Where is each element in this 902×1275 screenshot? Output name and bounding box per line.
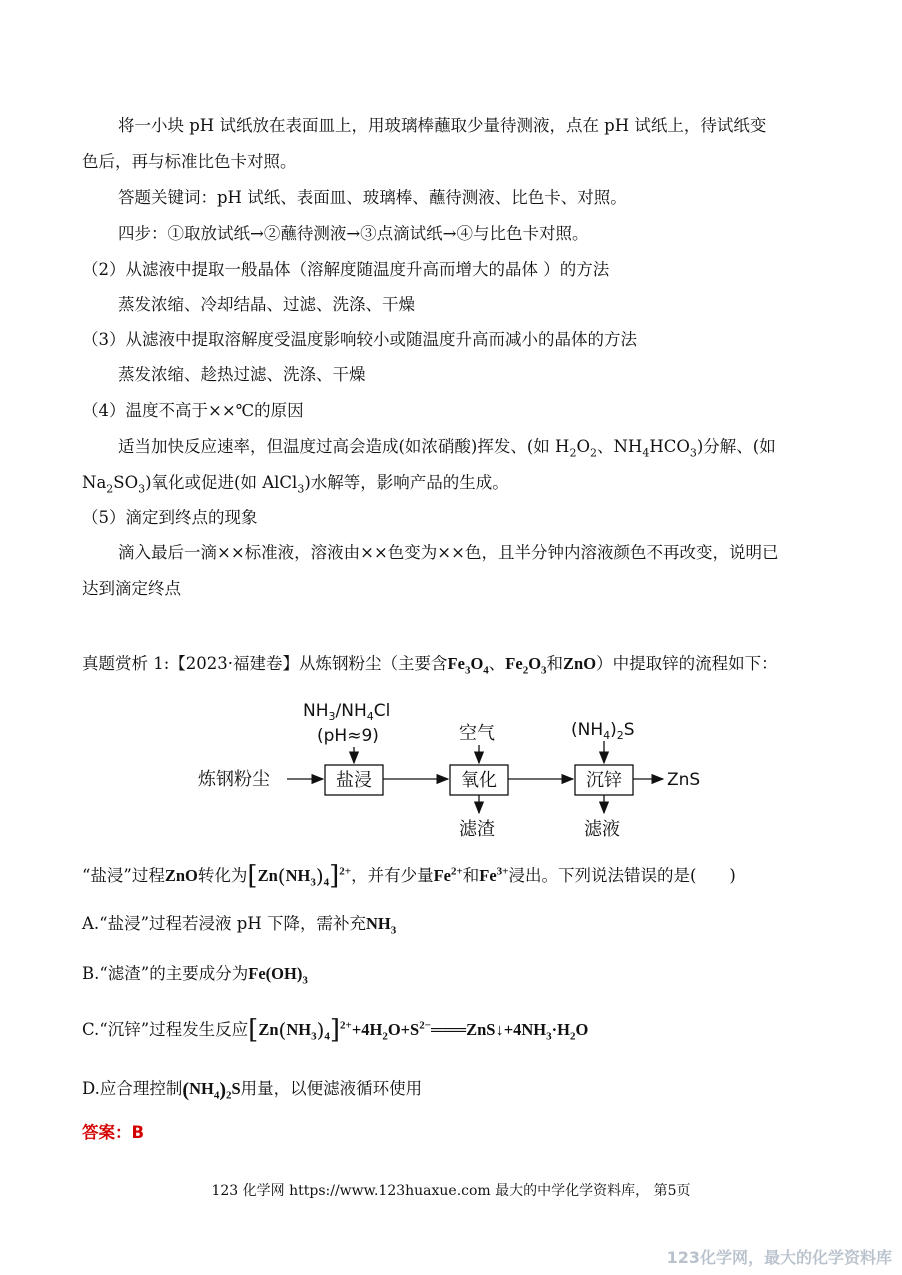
heading-5: （5）滴定到终点的现象 (82, 508, 258, 527)
option-d[interactable]: D.应合理控制$(NH_4)_2S$用量，以便滤液循环使用 (82, 1079, 423, 1102)
step-oxidation: 氧化 (461, 770, 497, 791)
start-material: 炼钢粉尘 (198, 769, 270, 790)
paragraph-keywords: 答题关键词：pH 试纸、表面皿、玻璃棒、蘸待测液、比色卡、对照。 (118, 188, 627, 207)
paragraph-temperature-2: $Na_2SO_3$)氧化或促进(如 AlCl$_3$)水解等，影响产品的生成。 (82, 473, 509, 496)
paragraph-temperature-1: 适当加快反应速率，但温度过高会造成(如浓硝酸)挥发、(如 $H_2O_2$、$NH_4HCO_3$)分解、(如 (118, 437, 776, 460)
waste-filtrate: 滤液 (584, 819, 620, 840)
step-zinc-precip: 沉锌 (586, 770, 622, 791)
paragraph-four-steps: 四步：①取放试纸→②蘸待测液→③点滴试纸→④与比色卡对照。 (118, 224, 589, 243)
paragraph-ph-method-2: 色后，再与标准比色卡对照。 (82, 152, 297, 171)
option-c[interactable]: C.“沉锌”过程发生反应$[Zn(NH_3)_4]^{2+}+4H_2O+S^{2-}═══ZnS↓+4NH_3\cdot H_2O$ (82, 1015, 589, 1045)
option-a[interactable]: A.“盐浸”过程若浸液 pH 下降，需补充$NH_3$ (82, 914, 397, 937)
answer-3: 蒸发浓缩、趁热过滤、洗涤、干燥 (118, 365, 366, 384)
reagent-air: 空气 (459, 723, 495, 744)
option-b[interactable]: B.“滤渣”的主要成分为$Fe(OH)_3$ (82, 964, 308, 987)
question-stem: “盐浸”过程ZnO转化为$[Zn(NH_3)_4]^{2+}$，并有少量$Fe^{2+}$和$Fe^{3+}$浸出。下列说法错误的是( ) (82, 861, 736, 891)
waste-residue: 滤渣 (459, 819, 495, 840)
product-zns: ZnS (667, 770, 701, 790)
question-intro: 真题赏析 1:【2023·福建卷】从炼钢粉尘（主要含$Fe_3O_4$、$Fe_2O_3$和ZnO）中提取锌的流程如下： (82, 654, 778, 677)
paragraph-ph-method-1: 将一小块 pH 试纸放在表面皿上，用玻璃棒蘸取少量待测液，点在 pH 试纸上，待试纸变 (118, 116, 767, 135)
heading-2: （2）从滤液中提取一般晶体（溶解度随温度升高而增大的晶体 ）的方法 (82, 260, 610, 279)
site-watermark: 123化学网，最大的化学资料库 (666, 1248, 892, 1267)
reagent-ph: (pH≈9) (317, 726, 379, 746)
heading-3: （3）从滤液中提取溶解度受温度影响较小或随温度升高而减小的晶体的方法 (82, 330, 637, 349)
paragraph-titration-2: 达到滴定终点 (82, 579, 181, 598)
heading-4: （4）温度不高于××℃的原因 (82, 401, 304, 420)
process-flow-diagram (195, 695, 715, 845)
answer-2: 蒸发浓缩、冷却结晶、过滤、洗涤、干燥 (118, 295, 415, 314)
paragraph-titration-1: 滴入最后一滴××标准液，溶液由××色变为××色，且半分钟内溶液颜色不再改变，说明已 (118, 543, 779, 562)
reagent-nh4-2s: $(NH_4)_2S$ (571, 720, 635, 742)
reagent-nh3-nh4cl: $NH_3/NH_4Cl$ (303, 701, 391, 723)
answer-label: 答案：B (82, 1123, 145, 1142)
page-footer: 123 化学网 https://www.123huaxue.com 最大的中学化学资料库， 第5页 (211, 1183, 691, 1199)
step-salt-leach: 盐浸 (336, 770, 372, 791)
